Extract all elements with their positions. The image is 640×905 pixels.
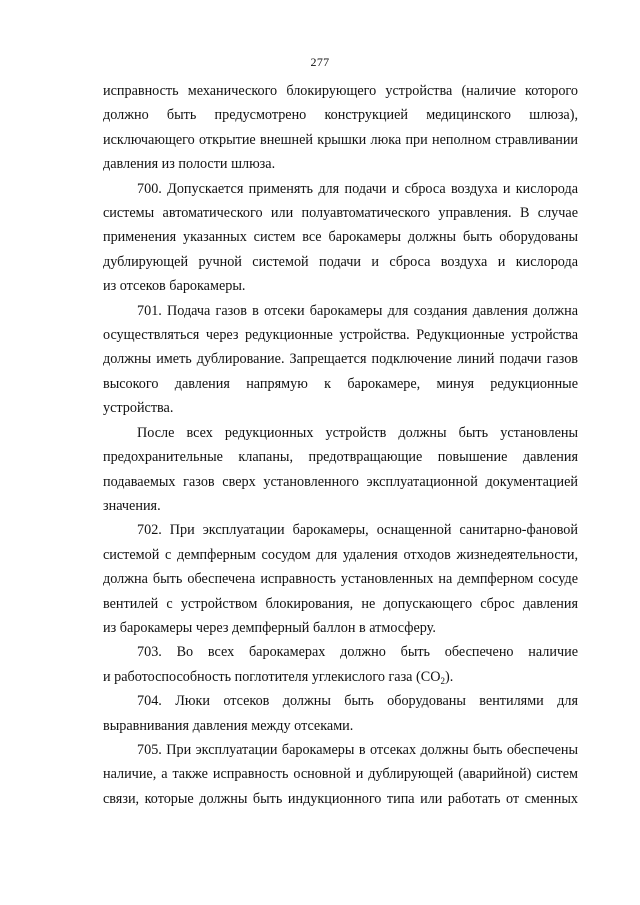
text-line: осуществляться через редукционные устройства. Редукционные устройства bbox=[103, 327, 578, 344]
text-line: должно быть предусмотрено конструкцией медицинского шлюза), bbox=[103, 107, 578, 124]
formula-tail: ). bbox=[444, 668, 454, 685]
text-line: дублирующей ручной системой подачи и сброса воздуха и кислорода bbox=[103, 253, 578, 270]
text-line: 701. Подача газов в отсеки барокамеры для создания давления должна bbox=[137, 302, 578, 319]
text-line: давления из полости шлюза. bbox=[103, 156, 276, 173]
text-line: устройства. bbox=[103, 400, 174, 417]
paragraph-701-continued bbox=[103, 421, 578, 519]
paragraph-700 bbox=[103, 177, 578, 299]
text-line: После всех редукционных устройств должны быть установлены bbox=[137, 424, 578, 441]
text-line: из барокамеры через демпферный баллон в атмосферу. bbox=[103, 619, 436, 636]
text-line: применения указанных систем все барокамеры должны быть оборудованы bbox=[103, 229, 578, 246]
text-line: 700. Допускается применять для подачи и сброса воздуха и кислорода bbox=[137, 180, 578, 197]
text-line: предохранительные клапаны, предотвращающие повышение давления bbox=[103, 449, 578, 466]
text-line: значения. bbox=[103, 497, 161, 514]
formula-subscript: 2 bbox=[440, 675, 445, 686]
paragraph-703 bbox=[103, 640, 578, 689]
text-line: из отсеков барокамеры. bbox=[103, 278, 246, 295]
text-line: 705. При эксплуатации барокамеры в отсеках должны быть обеспечены bbox=[137, 741, 578, 758]
text-line: 703. Во всех барокамерах должно быть обеспечено наличие bbox=[137, 644, 578, 661]
paragraph-705 bbox=[103, 738, 578, 811]
text-line: должна быть обеспечена исправность установленных на демпферном сосуде bbox=[103, 571, 578, 588]
text-line-formula bbox=[103, 665, 578, 689]
text-line: выравнивания давления между отсеками. bbox=[103, 717, 354, 734]
text-line: 704. Люки отсеков должны быть оборудованы вентилями для bbox=[137, 693, 578, 710]
text-line: системы автоматического или полуавтоматического управления. В случае bbox=[103, 205, 578, 222]
paragraph-704 bbox=[103, 689, 578, 738]
document-body bbox=[103, 79, 578, 811]
text-line: связи, которые должны быть индукционного типа или работать от сменных bbox=[103, 790, 578, 807]
text-line: 702. При эксплуатации барокамеры, оснащенной санитарно-фановой bbox=[137, 522, 578, 539]
formula-text: и работоспособность поглотителя углекислого газа (CO bbox=[103, 668, 441, 685]
text-line: подаваемых газов сверх установленного эксплуатационной документацией bbox=[103, 473, 578, 490]
text-line: высокого давления напрямую к барокамере, минуя редукционные bbox=[103, 375, 578, 392]
text-line: наличие, а также исправность основной и дублирующей (аварийной) систем bbox=[103, 766, 578, 783]
text-line: исключающего открытие внешней крышки люка при неполном стравливании bbox=[103, 131, 578, 148]
text-line: исправность механического блокирующего устройства (наличие которого bbox=[103, 83, 578, 99]
page-number: 277 bbox=[310, 55, 330, 69]
text-line: вентилей с устройством блокирования, не допускающего сброс давления bbox=[103, 595, 578, 612]
text-line: системой с демпферным сосудом для удаления отходов жизнедеятельности, bbox=[103, 546, 578, 563]
paragraph-701 bbox=[103, 299, 578, 421]
paragraph-702 bbox=[103, 518, 578, 640]
text-line: должны иметь дублирование. Запрещается подключение линий подачи газов bbox=[103, 351, 578, 368]
paragraph-continuation bbox=[103, 79, 578, 177]
